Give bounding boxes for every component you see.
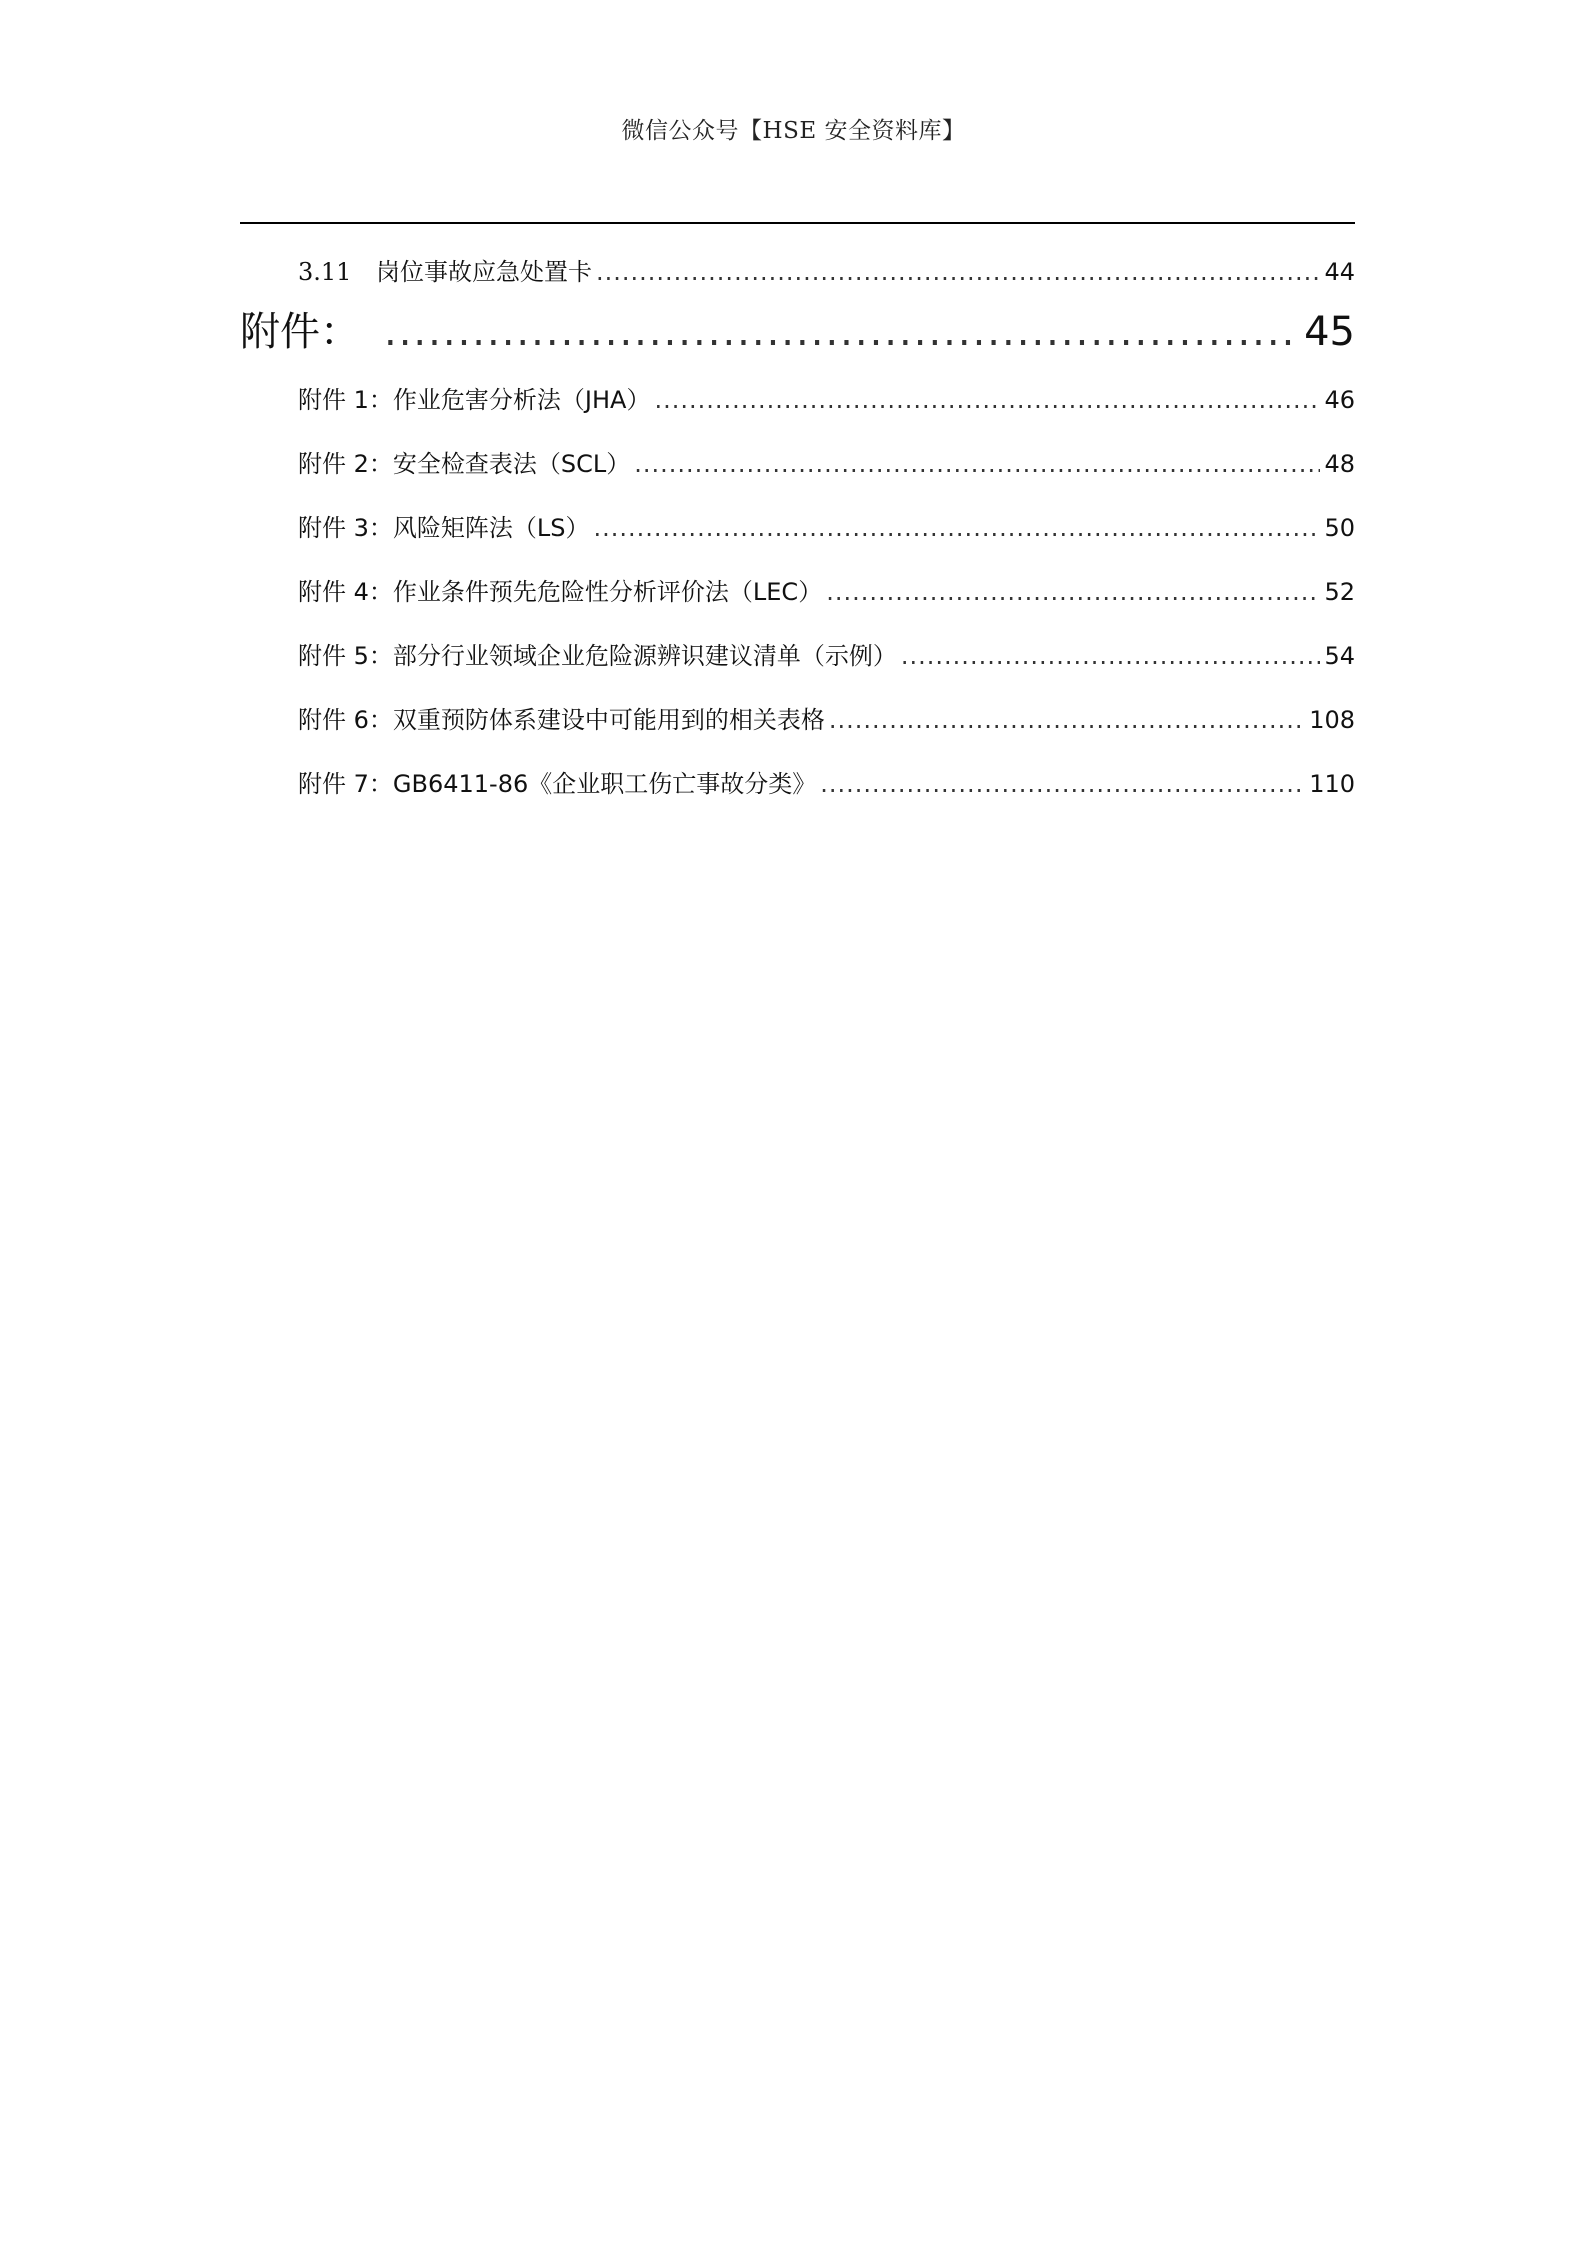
toc-leader-dots: [654, 386, 1320, 414]
toc-entry-title: 附件 4：作业条件预先危险性分析评价法（LEC）: [298, 578, 823, 606]
toc-entry-appendix[interactable]: [240, 300, 1355, 357]
toc-entry-appendix-4[interactable]: [298, 572, 1355, 607]
toc-entry-page: 50: [1324, 514, 1355, 542]
toc-leader-dots: [594, 514, 1321, 542]
toc-entry-appendix-3[interactable]: [298, 508, 1355, 543]
toc-entry-page: 46: [1324, 386, 1355, 414]
toc-entry-page: 108: [1309, 706, 1355, 734]
toc-leader-dots: [829, 706, 1305, 734]
toc-leader-dots: [384, 309, 1300, 355]
toc-entry-title: 附件 7：GB6411-86《企业职工伤亡事故分类》: [298, 770, 817, 798]
toc-entry-appendix-7[interactable]: [298, 764, 1355, 799]
toc-entry-page: 52: [1324, 578, 1355, 606]
toc-leader-dots: [820, 770, 1305, 798]
toc-entry-title: 附件 1：作业危害分析法（JHA）: [298, 386, 651, 414]
toc-entry-title: 附件 5：部分行业领域企业危险源辨识建议清单（示例）: [298, 642, 897, 670]
toc-entry-appendix-2[interactable]: [298, 444, 1355, 479]
toc-entry-appendix-5[interactable]: [298, 636, 1355, 671]
toc-entry-appendix-1[interactable]: [298, 380, 1355, 415]
toc-entry-page: 54: [1324, 642, 1355, 670]
toc-entry-page: 44: [1324, 258, 1355, 286]
toc-entry-page: 45: [1304, 309, 1355, 355]
toc-entry-page: 48: [1324, 450, 1355, 478]
toc-leader-dots: [826, 578, 1320, 606]
toc-entry-page: 110: [1309, 770, 1355, 798]
toc-entry-title: 附件 2：安全检查表法（SCL）: [298, 450, 631, 478]
toc-entry-title: 附件：: [240, 309, 360, 355]
toc-entry-title: 附件 3：风险矩阵法（LS）: [298, 514, 590, 542]
page-header: 微信公众号【HSE 安全资料库】: [621, 118, 966, 144]
toc-entry-appendix-6[interactable]: [298, 700, 1355, 735]
toc-leader-dots: [596, 258, 1320, 286]
toc-entry-title: 岗位事故应急处置卡: [376, 258, 592, 286]
toc-entry-3-11[interactable]: [298, 252, 1355, 287]
toc-leader-dots: [634, 450, 1320, 478]
toc-entry-title: 附件 6：双重预防体系建设中可能用到的相关表格: [298, 706, 825, 734]
header-rule: [240, 222, 1355, 224]
toc-entry-number: 3.11: [298, 258, 352, 286]
toc-leader-dots: [901, 642, 1321, 670]
